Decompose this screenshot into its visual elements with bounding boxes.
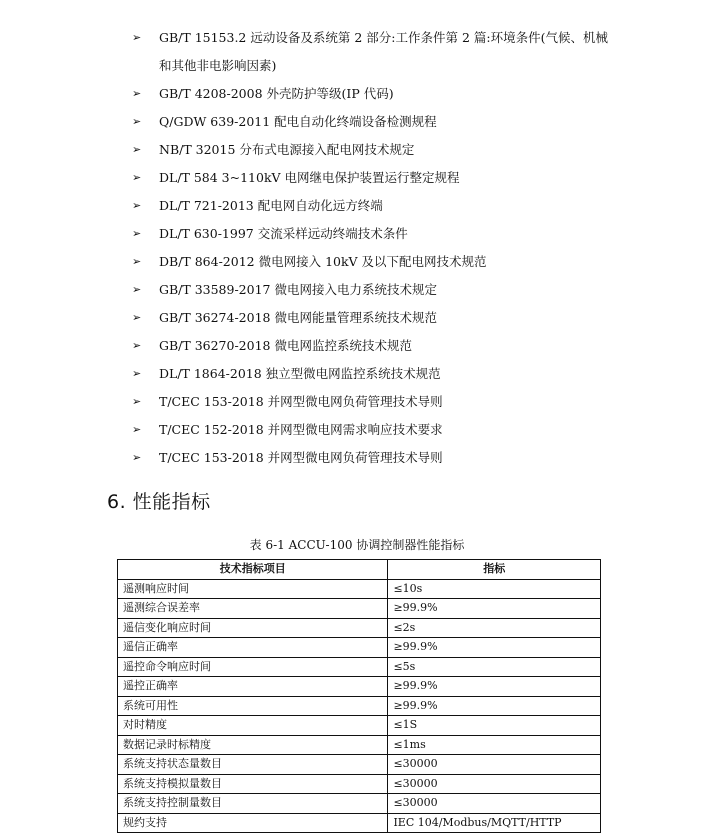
list-item-text: Q/GDW 639-2011 配电自动化终端设备检测规程 <box>159 114 437 129</box>
cell-item: 数据记录时标精度 <box>118 735 388 755</box>
arrow-bullet-icon: ➢ <box>132 283 142 296</box>
cell-value: ≤30000 <box>388 774 601 794</box>
cell-value: ≥99.9% <box>388 677 601 697</box>
list-item <box>0 332 714 360</box>
list-item-text: GB/T 15153.2 远动设备及系统第 2 部分:工作条件第 2 篇:环境条件(气候、机械和其他非电影响因素) <box>159 30 608 73</box>
table-row <box>118 618 601 638</box>
list-item <box>0 136 714 164</box>
list-item-text: GB/T 33589-2017 微电网接入电力系统技术规定 <box>159 282 437 297</box>
cell-item: 遥控命令响应时间 <box>118 657 388 677</box>
list-item <box>0 388 714 416</box>
list-item <box>0 24 714 80</box>
performance-table <box>117 559 601 833</box>
cell-item: 系统支持控制量数目 <box>118 794 388 814</box>
list-item <box>0 304 714 332</box>
cell-value: ≥99.9% <box>388 599 601 619</box>
arrow-bullet-icon: ➢ <box>132 115 142 128</box>
list-item <box>0 360 714 388</box>
arrow-bullet-icon: ➢ <box>132 255 142 268</box>
cell-value: IEC 104/Modbus/MQTT/HTTP <box>388 813 601 833</box>
list-item-text: GB/T 36274-2018 微电网能量管理系统技术规范 <box>159 310 437 325</box>
table-row <box>118 677 601 697</box>
list-item <box>0 220 714 248</box>
cell-value: ≥99.9% <box>388 696 601 716</box>
list-item-text: GB/T 4208-2008 外壳防护等级(IP 代码) <box>159 86 394 101</box>
list-item-text: DB/T 864-2012 微电网接入 10kV 及以下配电网技术规范 <box>159 254 487 269</box>
list-item-text: T/CEC 153-2018 并网型微电网负荷管理技术导则 <box>159 450 443 465</box>
list-item-text: DL/T 1864-2018 独立型微电网监控系统技术规范 <box>159 366 441 381</box>
arrow-bullet-icon: ➢ <box>132 199 142 212</box>
list-item-text: T/CEC 153-2018 并网型微电网负荷管理技术导则 <box>159 394 443 409</box>
table-row <box>118 579 601 599</box>
cell-item: 对时精度 <box>118 716 388 736</box>
list-item-text: DL/T 630-1997 交流采样远动终端技术条件 <box>159 226 408 241</box>
table-row <box>118 696 601 716</box>
list-item <box>0 192 714 220</box>
standards-list <box>0 24 714 472</box>
cell-value: ≤30000 <box>388 755 601 775</box>
arrow-bullet-icon: ➢ <box>132 451 142 464</box>
arrow-bullet-icon: ➢ <box>132 143 142 156</box>
cell-item: 遥信变化响应时间 <box>118 618 388 638</box>
section-heading: 6. 性能指标 <box>107 491 211 513</box>
cell-item: 遥测响应时间 <box>118 579 388 599</box>
header-value: 指标 <box>388 560 601 580</box>
cell-value: ≥99.9% <box>388 638 601 658</box>
list-item <box>0 416 714 444</box>
arrow-bullet-icon: ➢ <box>132 31 142 44</box>
table-row <box>118 794 601 814</box>
list-item-text: DL/T 584 3~110kV 电网继电保护装置运行整定规程 <box>159 170 460 185</box>
table-row <box>118 774 601 794</box>
table-row <box>118 599 601 619</box>
list-item-text: NB/T 32015 分布式电源接入配电网技术规定 <box>159 142 415 157</box>
header-item: 技术指标项目 <box>118 560 388 580</box>
list-item <box>0 108 714 136</box>
table-row <box>118 813 601 833</box>
table-caption: 表 6-1 ACCU-100 协调控制器性能指标 <box>249 538 465 552</box>
table-row <box>118 716 601 736</box>
cell-value: ≤1S <box>388 716 601 736</box>
cell-item: 系统支持模拟量数目 <box>118 774 388 794</box>
cell-item: 规约支持 <box>118 813 388 833</box>
list-item <box>0 164 714 192</box>
cell-value: ≤2s <box>388 618 601 638</box>
table-header-row <box>118 560 601 580</box>
cell-value: ≤5s <box>388 657 601 677</box>
list-item-text: T/CEC 152-2018 并网型微电网需求响应技术要求 <box>159 422 443 437</box>
list-item <box>0 444 714 472</box>
cell-item: 系统支持状态量数目 <box>118 755 388 775</box>
table-row <box>118 638 601 658</box>
cell-item: 系统可用性 <box>118 696 388 716</box>
cell-value: ≤1ms <box>388 735 601 755</box>
list-item <box>0 248 714 276</box>
list-item <box>0 80 714 108</box>
table-row <box>118 755 601 775</box>
cell-value: ≤10s <box>388 579 601 599</box>
cell-value: ≤30000 <box>388 794 601 814</box>
arrow-bullet-icon: ➢ <box>132 311 142 324</box>
cell-item: 遥控正确率 <box>118 677 388 697</box>
cell-item: 遥信正确率 <box>118 638 388 658</box>
arrow-bullet-icon: ➢ <box>132 367 142 380</box>
arrow-bullet-icon: ➢ <box>132 339 142 352</box>
list-item-text: DL/T 721-2013 配电网自动化远方终端 <box>159 198 383 213</box>
arrow-bullet-icon: ➢ <box>132 227 142 240</box>
list-item <box>0 276 714 304</box>
list-item-text: GB/T 36270-2018 微电网监控系统技术规范 <box>159 338 412 353</box>
arrow-bullet-icon: ➢ <box>132 395 142 408</box>
arrow-bullet-icon: ➢ <box>132 423 142 436</box>
cell-item: 遥测综合误差率 <box>118 599 388 619</box>
table-row <box>118 657 601 677</box>
table-row <box>118 735 601 755</box>
arrow-bullet-icon: ➢ <box>132 171 142 184</box>
arrow-bullet-icon: ➢ <box>132 87 142 100</box>
